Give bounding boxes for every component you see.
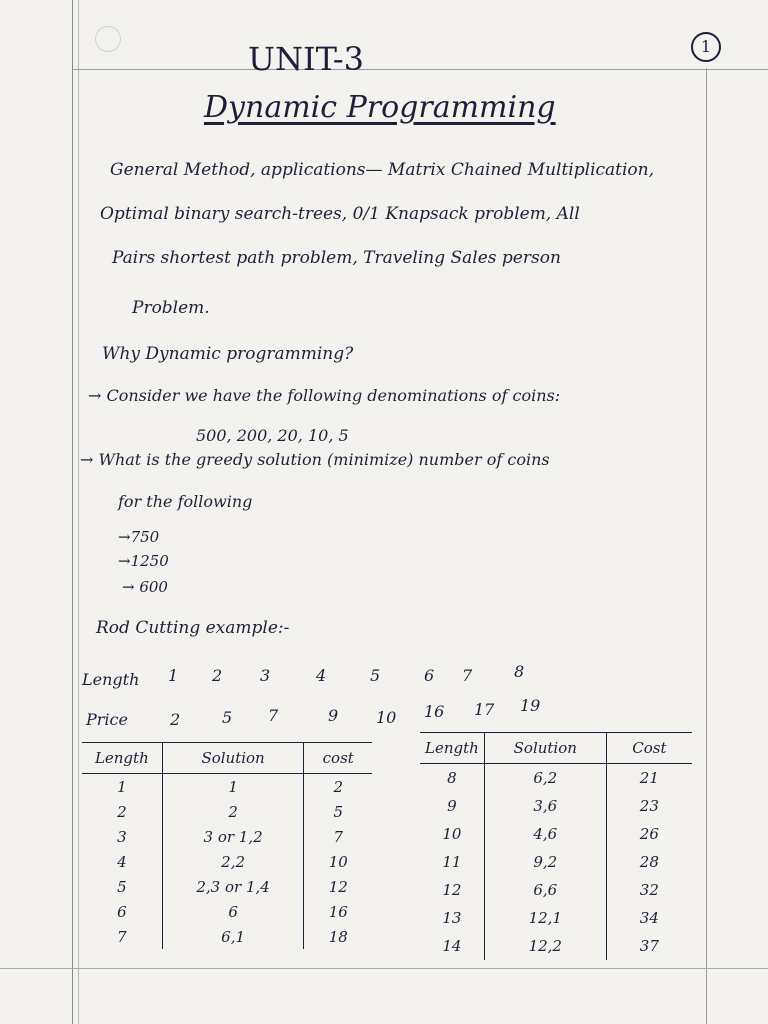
cell-cost: 18 — [328, 927, 348, 946]
header-cost: Cost — [606, 733, 692, 764]
denominations: 500, 200, 20, 10, 5 — [196, 426, 349, 445]
table-row — [420, 764, 692, 793]
cell-solution: 4,6 — [484, 820, 606, 848]
cell-length: 6 — [82, 899, 162, 924]
table-header-row — [82, 743, 372, 774]
cell-solution: 6,1 — [162, 924, 304, 949]
cell-cost: 7 — [333, 827, 344, 846]
cell-cost: 12 — [328, 877, 348, 896]
rod-price-value: 16 — [424, 702, 445, 721]
table-row — [420, 876, 692, 904]
rod-solution-table-right — [420, 732, 692, 960]
cell-length: 3 — [82, 824, 162, 849]
unit-title: UNIT-3 — [248, 40, 364, 78]
cell-cost: 16 — [328, 902, 348, 921]
cell-solution: 6 — [162, 899, 304, 924]
table-row — [82, 774, 372, 800]
margin-line-inner — [78, 0, 79, 1024]
header-solution: Solution — [484, 733, 606, 764]
chapter-title: Dynamic Programming — [204, 90, 556, 125]
cell-length: 11 — [420, 848, 484, 876]
rod-price-value: 9 — [328, 706, 339, 725]
cell-solution: 3 or 1,2 — [162, 824, 304, 849]
cell-cost: 32 — [639, 881, 659, 899]
cell-cost: 10 — [328, 852, 348, 871]
rod-price-value: 5 — [222, 708, 233, 727]
cell-solution: 1 — [162, 774, 304, 800]
cell-cost: 37 — [639, 937, 659, 955]
table-row — [82, 824, 372, 849]
cell-solution: 12,1 — [484, 904, 606, 932]
cell-solution: 3,6 — [484, 792, 606, 820]
cell-cost: 5 — [333, 802, 344, 821]
header-length: Length — [82, 743, 162, 774]
rod-heading: Rod Cutting example:- — [96, 618, 290, 638]
cell-cost: 26 — [639, 825, 659, 843]
rod-price-value: 17 — [474, 700, 495, 719]
cell-solution: 12,2 — [484, 932, 606, 960]
table-row — [420, 932, 692, 960]
margin-line — [72, 0, 73, 1024]
rod-length-value: 4 — [316, 666, 327, 685]
page-number: 1 — [691, 32, 721, 62]
why-heading: Why Dynamic programming? — [102, 344, 354, 364]
rod-solution-table-left — [82, 742, 372, 949]
table-row — [82, 849, 372, 874]
rod-price-value: 10 — [376, 708, 397, 727]
cell-solution: 2 — [162, 799, 304, 824]
rod-price-value: 2 — [170, 710, 181, 729]
header-line — [72, 69, 768, 70]
table-row — [420, 904, 692, 932]
cell-length: 4 — [82, 849, 162, 874]
rod-length-value: 5 — [370, 666, 381, 685]
cell-cost: 2 — [333, 777, 344, 796]
syllabus-line-4: Problem. — [132, 298, 210, 318]
header-length: Length — [420, 733, 484, 764]
amount-1: →750 — [118, 528, 160, 546]
header-cost: cost — [304, 743, 372, 774]
rod-length-value: 1 — [168, 666, 179, 685]
cell-length: 2 — [82, 799, 162, 824]
cell-length: 8 — [420, 764, 484, 793]
rod-length-value: 7 — [462, 666, 473, 685]
cell-length: 10 — [420, 820, 484, 848]
table-header-row — [420, 733, 692, 764]
coins-intro: → Consider we have the following denominations of coins: — [88, 386, 561, 405]
greedy-question-line-1: → What is the greedy solution (minimize) number of coins — [80, 450, 550, 469]
cell-solution: 2,3 or 1,4 — [162, 874, 304, 899]
header-solution: Solution — [162, 743, 304, 774]
cell-length: 7 — [82, 924, 162, 949]
cell-solution: 6,6 — [484, 876, 606, 904]
syllabus-line-3: Pairs shortest path problem, Traveling Sales person — [112, 248, 561, 268]
table-row — [82, 899, 372, 924]
cell-length: 14 — [420, 932, 484, 960]
syllabus-line-1: General Method, applications— Matrix Chained Multiplication, — [110, 160, 655, 180]
punch-hole — [95, 26, 121, 52]
rod-length-label: Length — [82, 670, 140, 689]
cell-length: 9 — [420, 792, 484, 820]
rod-price-value: 7 — [268, 706, 279, 725]
cell-cost: 28 — [639, 853, 659, 871]
table-row — [420, 820, 692, 848]
rod-length-value: 6 — [424, 666, 435, 685]
cell-solution: 2,2 — [162, 849, 304, 874]
cell-cost: 21 — [639, 769, 659, 787]
amount-3: → 600 — [122, 578, 168, 596]
cell-solution: 6,2 — [484, 764, 606, 793]
rod-length-value: 8 — [514, 662, 525, 681]
syllabus-line-2: Optimal binary search-trees, 0/1 Knapsack problem, All — [100, 204, 580, 224]
cell-cost: 23 — [639, 797, 659, 815]
table-row — [82, 874, 372, 899]
table-row — [82, 924, 372, 949]
table-row — [420, 848, 692, 876]
right-margin-line — [706, 68, 707, 1024]
rod-price-value: 19 — [520, 696, 541, 715]
table-row — [420, 792, 692, 820]
cell-length: 5 — [82, 874, 162, 899]
rod-price-label: Price — [86, 710, 128, 729]
cell-length: 1 — [82, 774, 162, 800]
cell-length: 12 — [420, 876, 484, 904]
cell-solution: 9,2 — [484, 848, 606, 876]
rod-length-value: 3 — [260, 666, 271, 685]
footer-line — [0, 968, 768, 969]
table-row — [82, 799, 372, 824]
cell-cost: 34 — [639, 909, 659, 927]
greedy-question-line-2: for the following — [118, 492, 253, 511]
cell-length: 13 — [420, 904, 484, 932]
rod-length-value: 2 — [212, 666, 223, 685]
amount-2: →1250 — [118, 552, 169, 570]
